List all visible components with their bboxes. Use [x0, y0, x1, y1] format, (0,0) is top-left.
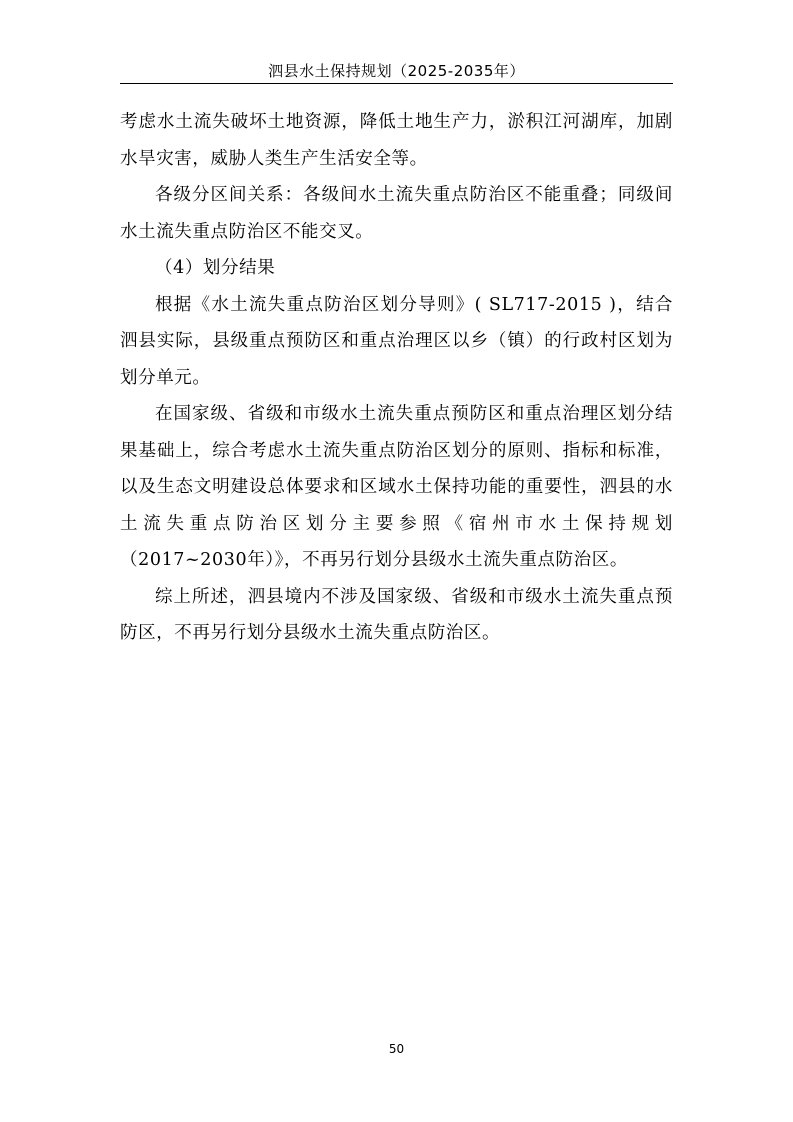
header-divider [120, 83, 673, 84]
section-heading-division-results: （4）划分结果 [155, 258, 276, 278]
page-header-title: 泗县水土保持规划（2025-2035年） [268, 62, 525, 80]
paragraph-zone-relations: 各级分区间关系：各级间水土流失重点防治区不能重叠；同级间水土流失重点防治区不能交叉。 [120, 185, 673, 242]
paragraph-continuation: 考虑水土流失破坏土地资源，降低土地生产力，淤积江河湖库，加剧水旱灾害，威胁人类生产生活安全等。 [120, 112, 673, 169]
paragraph-division-method: 在国家级、省级和市级水土流失重点预防区和重点治理区划分结果基础上，综合考虑水土流失重点防治区划分的原则、指标和标准，以及生态文明建设总体要求和区域水土保持功能的重要性，泗县的水土流失重点防治区划分主要参照《宿州市水土保持规划（2017~2030年）》，不再另行划分县级水土流失重点防治区。 [120, 404, 673, 570]
page-number: 50 [388, 1042, 405, 1056]
document-body [120, 104, 673, 652]
paragraph-division-basis: 根据《水土流失重点防治区划分导则》( SL717-2015 )，结合泗县实际，县级重点预防区和重点治理区以乡（镇）的行政村区划为划分单元。 [120, 294, 673, 388]
paragraph-conclusion: 综上所述，泗县境内不涉及国家级、省级和市级水土流失重点预防区，不再另行划分县级水土流失重点防治区。 [120, 586, 673, 643]
